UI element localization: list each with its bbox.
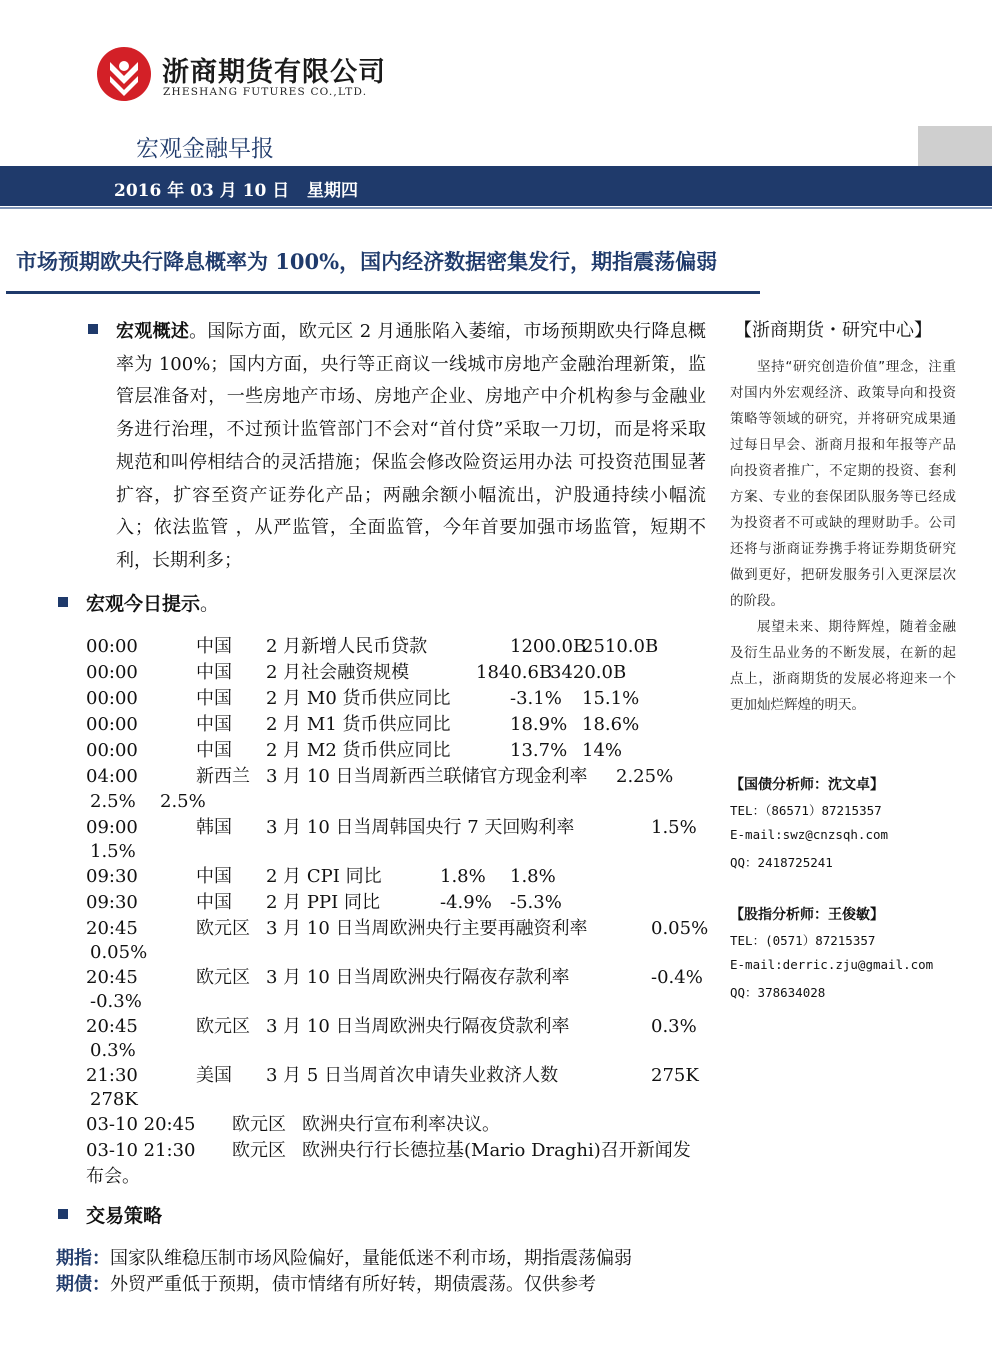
- headline-divider: [6, 291, 760, 294]
- event-time: 09:30: [86, 866, 138, 887]
- tips-title: 宏观今日提示: [86, 593, 201, 615]
- event-name: 欧洲央行宣布利率决议。: [302, 1114, 500, 1135]
- analyst-qq: QQ：2418725241: [730, 855, 833, 870]
- analyst-tel: TEL：（86571）87215357: [730, 803, 882, 818]
- event-value: 13.7%: [510, 740, 568, 761]
- strategy-text: 外贸严重低于预期，债市情绪有所好转，期债震荡。仅供参考: [110, 1274, 596, 1295]
- event-value: 18.6%: [582, 714, 640, 735]
- event-time: 20:45: [86, 967, 138, 988]
- event-name: 2 月 M0 货币供应同比: [266, 688, 451, 709]
- event-name: 3 月 10 日当周新西兰联储官方现金利率: [266, 766, 588, 787]
- event-time: 21:30: [86, 1065, 138, 1086]
- event-time: 09:30: [86, 892, 138, 913]
- strategy-list: [56, 1246, 632, 1298]
- event-value: 0.05%: [90, 942, 148, 963]
- report-date-line: [114, 176, 358, 201]
- strategy-text: 国家队维稳压制市场风险偏好，量能低迷不利市场，期指震荡偏弱: [110, 1248, 632, 1269]
- event-value: -3.1%: [510, 688, 562, 709]
- event-time: 00:00: [86, 714, 138, 735]
- tips-title-suffix: 。: [200, 593, 220, 615]
- headline: 市场预期欧央行降息概率为 100%，国内经济数据密集发行，期指震荡偏弱: [16, 249, 718, 274]
- event-time: 09:00: [86, 817, 138, 838]
- event-name: 2 月新增人民币贷款: [266, 636, 428, 657]
- event-time: 00:00: [86, 662, 138, 683]
- overview-label: 宏观概述: [116, 321, 190, 342]
- event-region: 欧元区: [196, 967, 250, 988]
- event-region: 欧元区: [196, 1016, 250, 1037]
- strategy-label: 期指：: [56, 1248, 110, 1269]
- company-name-cn: 浙商期货有限公司: [162, 57, 386, 88]
- event-value: 1.8%: [510, 866, 556, 887]
- event-value: -0.3%: [90, 991, 142, 1012]
- header-gray-block: [918, 126, 992, 166]
- event-value: 2.5%: [160, 791, 206, 812]
- event-time: 20:45: [86, 918, 138, 939]
- event-value: 278K: [90, 1089, 138, 1110]
- event-time: 03-10 20:45: [86, 1114, 196, 1135]
- sidebar-paragraph: 展望未来、期待辉煌，随着金融及衍生品业务的不断发展，在新的起点上，浙商期货的发展必将迎来一个更加灿烂辉煌的明天。: [730, 619, 956, 713]
- date-bar-underline: [0, 207, 992, 209]
- event-value: 3420.0B: [550, 662, 627, 683]
- strategy-label: 期债：: [56, 1274, 110, 1295]
- event-name: 2 月 CPI 同比: [266, 866, 382, 887]
- overview-text: 。国际方面，欧元区 2 月通胀陷入萎缩，市场预期欧央行降息概率为 100%；国内方面，央行等正商议一线城市房地产金融治理新策，监管层准备对，一些房地产市场、房地产企业、房地产中介机构参与金融业务进行治理，不过预计监管部门不会对“首付贷”采取一刀切，而是将采取规范和叫停相结合的灵活措施；保监会修改险资运用办法 可投资范围显著扩容，扩容至资产证券化产品；两融余额小幅流出，沪股通持续小幅流入；依法监管 ，从严监管，全面监管，今年首要加强市场监管，短期不利，长期利多；: [116, 321, 706, 571]
- event-value: 0.3%: [90, 1040, 136, 1061]
- event-value: 1.5%: [651, 817, 697, 838]
- event-value: -4.9%: [440, 892, 492, 913]
- strategy-item: [56, 1246, 632, 1272]
- macro-overview: [116, 316, 706, 578]
- event-value: 0.05%: [651, 918, 709, 939]
- event-value: 15.1%: [582, 688, 640, 709]
- event-value: 2.25%: [616, 766, 674, 787]
- event-name: 2 月 M1 货币供应同比: [266, 714, 451, 735]
- event-time: 00:00: [86, 688, 138, 709]
- event-value: 0.3%: [651, 1016, 697, 1037]
- event-region: 欧元区: [232, 1114, 286, 1135]
- event-value: 1200.0B: [510, 636, 587, 657]
- event-time: 20:45: [86, 1016, 138, 1037]
- event-name: 欧洲央行行长德拉基(Mario Draghi)召开新闻发布会。: [86, 1140, 691, 1187]
- event-value: -0.4%: [651, 967, 703, 988]
- event-name: 2 月 PPI 同比: [266, 892, 380, 913]
- report-type: 宏观金融早报: [136, 136, 274, 162]
- event-name: 3 月 10 日当周欧洲央行隔夜贷款利率: [266, 1016, 570, 1037]
- event-name: 3 月 10 日当周欧洲央行隔夜存款利率: [266, 967, 570, 988]
- event-region: 中国: [196, 714, 232, 735]
- event-value: -5.3%: [510, 892, 562, 913]
- event-value: 1840.6B: [476, 662, 553, 683]
- event-region: 新西兰: [196, 766, 250, 787]
- event-region: 中国: [196, 688, 232, 709]
- sidebar-paragraph: 坚持“研究创造价值”理念，注重对国内外宏观经济、政策导向和投资策略等领域的研究，并将研究成果通过每日早会、浙商月报和年报等产品向投资者推广，不定期的投资、套利方案、专业的套保团队服务等已经成为投资者不可或缺的理财助手。公司还将与浙商证券携手将证券期货研究做到更好，把研发服务引入更深层次的阶段。: [730, 359, 956, 609]
- event-time: 04:00: [86, 766, 138, 787]
- event-region: 中国: [196, 866, 232, 887]
- tips-section-title: [86, 589, 219, 616]
- event-time: 00:00: [86, 740, 138, 761]
- event-region: 中国: [196, 740, 232, 761]
- analyst-email[interactable]: E-mail:derric.zju@gmail.com: [730, 957, 934, 972]
- event-list: [86, 634, 716, 1190]
- event-name: 3 月 5 日当周首次申请失业救济人数: [266, 1065, 559, 1086]
- report-date: 2016 年 03 月 10 日: [114, 181, 290, 201]
- event-name: 2 月 M2 货币供应同比: [266, 740, 451, 761]
- event-region: 美国: [196, 1065, 232, 1086]
- event-name: 3 月 10 日当周韩国央行 7 天回购利率: [266, 817, 575, 838]
- event-value: 18.9%: [510, 714, 568, 735]
- event-value: 14%: [582, 740, 623, 761]
- analyst-heading: 【股指分析师：王俊敏】: [730, 907, 884, 923]
- sidebar-title: 【浙商期货・研究中心】: [734, 320, 932, 341]
- event-region: 欧元区: [232, 1140, 286, 1161]
- section-bullet-icon: [88, 324, 98, 334]
- event-region: 韩国: [196, 817, 232, 838]
- analyst-qq: QQ：378634028: [730, 985, 826, 1000]
- report-weekday: 星期四: [307, 181, 358, 201]
- event-region: 中国: [196, 662, 232, 683]
- event-region: 中国: [196, 636, 232, 657]
- event-value: 2.5%: [90, 791, 136, 812]
- company-name-en: ZHESHANG FUTURES CO.,LTD.: [163, 86, 368, 98]
- analyst-heading: 【国债分析师：沈文卓】: [730, 777, 884, 793]
- event-region: 欧元区: [196, 918, 250, 939]
- event-name: 3 月 10 日当周欧洲央行主要再融资利率: [266, 918, 588, 939]
- event-value: 1.8%: [440, 866, 486, 887]
- event-value: 2510.0B: [582, 636, 659, 657]
- event-time: 03-10 21:30: [86, 1140, 196, 1161]
- event-value: 275K: [651, 1065, 699, 1086]
- analyst-email[interactable]: E-mail:swz@cnzsqh.com: [730, 827, 889, 842]
- section-bullet-icon: [58, 1209, 68, 1219]
- analyst-tel: TEL：(0571）87215357: [730, 933, 876, 948]
- strategy-section-title: 交易策略: [86, 1205, 163, 1227]
- company-logo-icon: [96, 46, 152, 102]
- event-value: 1.5%: [90, 841, 136, 862]
- event-time: 00:00: [86, 636, 138, 657]
- event-name: 2 月社会融资规模: [266, 662, 410, 683]
- section-bullet-icon: [58, 597, 68, 607]
- event-region: 中国: [196, 892, 232, 913]
- strategy-item: [56, 1272, 632, 1298]
